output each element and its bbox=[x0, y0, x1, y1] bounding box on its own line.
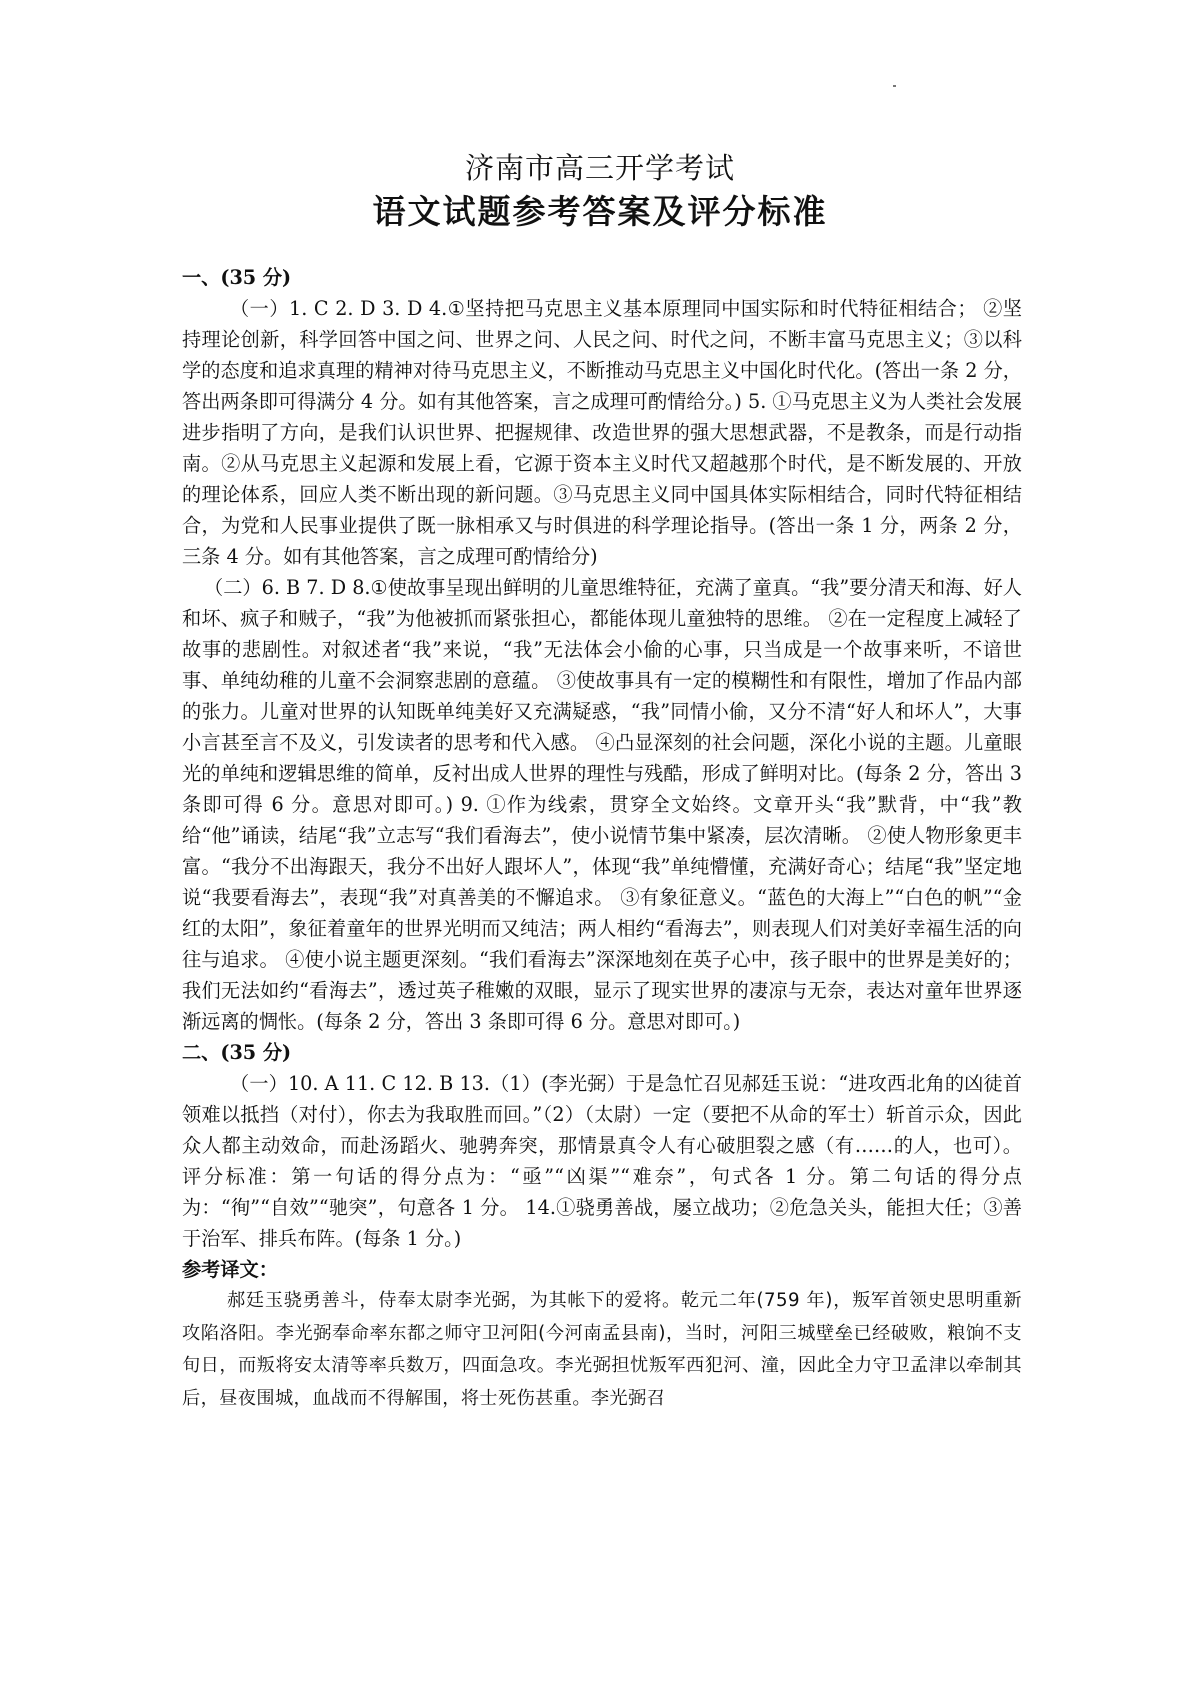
section-1-part-1-answers: （一）1. C 2. D 3. D 4.①坚持把马克思主义基本原理同中国实际和时代特征相结合； ②坚持理论创新，科学回答中国之问、世界之问、人民之问、时代之问，不断丰富马克思主义；③以科学的态度和追求真理的精神对待马克思主义，不断推动马克思主义中国化时代化。(答出一条 2 分，答出两条即可得满分 4 分。如有其他答案，言之成理可酌情给分。) 5. ①马克思主义为人类社会发展进步指明了方向，是我们认识世界、把握规律、改造世界的强大思想武器，不是教条，而是行动指南。②从马克思主义起源和发展上看，它源于资本主义时代又超越那个时代，是不断发展的、开放的理论体系，回应人类不断出现的新问题。③马克思主义同中国具体实际相结合，同时代特征相结合，为党和人民事业提供了既一脉相承又与时俱进的科学理论指导。(答出一条 1 分，两条 2 分，三条 4 分。如有其他答案，言之成理可酌情给分) bbox=[182, 297, 1022, 568]
section-2-part-1-answers: （一）10. A 11. C 12. B 13.（1）(李光弼）于是急忙召见郝廷玉说：“进攻西北角的凶徒首领难以抵挡（对付），你去为我取胜而回。”（2）（太尉）一定（要把不从命的军士）斩首示众，因此众人都主动效命，而赴汤蹈火、驰骋奔突，那情景真令人有心破胆裂之感（有……的人，也可）。 评分标准：第一句话的得分点为：“亟”“凶渠”“难奈”，句式各 1 分。第二句话的得分点为：“徇”“自效”“驰突”，句意各 1 分。 14.①骁勇善战，屡立战功；②危急关头，能担大任；③善于治军、排兵布阵。(每条 1 分。) bbox=[182, 1072, 1022, 1250]
document-title: 语文试题参考答案及评分标准 bbox=[372, 192, 828, 231]
section-2-heading: 二、(35 分) bbox=[182, 1041, 292, 1064]
exam-title: 济南市高三开学考试 bbox=[464, 151, 735, 185]
answer-content bbox=[182, 262, 1022, 1415]
section-1-heading: 一、(35 分) bbox=[182, 266, 292, 289]
scan-speck bbox=[893, 85, 896, 87]
reference-translation: 郝廷玉骁勇善斗，侍奉太尉李光弼，为其帐下的爱将。乾元二年(759 年)，叛军首领史思明重新攻陷洛阳。李光弼奉命率东都之师守卫河阳(今河南孟县南)，当时，河阳三城壁垒已经破败，粮饷不支旬日，而叛将安太清等率兵数万，四面急攻。李光弼担忧叛军西犯河、潼，因此全力守卫孟津以牵制其后，昼夜围城，血战而不得解围，将士死伤甚重。李光弼召 bbox=[182, 1290, 1022, 1409]
translation-heading: 参考译文： bbox=[182, 1258, 278, 1281]
section-1-part-2-answers: （二）6. B 7. D 8.①使故事呈现出鲜明的儿童思维特征，充满了童真。“我”要分清天和海、好人和坏、疯子和贼子，“我”为他被抓而紧张担心，都能体现儿童独特的思维。 ②在一定程度上减轻了故事的悲剧性。对叙述者“我”来说，“我”无法体会小偷的心事，只当成是一个故事来听，不谙世事、单纯幼稚的儿童不会洞察悲剧的意蕴。 ③使故事具有一定的模糊性和有限性，增加了作品内部的张力。儿童对世界的认知既单纯美好又充满疑惑，“我”同情小偷，又分不清“好人和坏人”，大事小言甚至言不及义，引发读者的思考和代入感。 ④凸显深刻的社会问题，深化小说的主题。儿童眼光的单纯和逻辑思维的简单，反衬出成人世界的理性与残酷，形成了鲜明对比。(每条 2 分，答出 3 条即可得 6 分。意思对即可。) 9. ①作为线索，贯穿全文始终。文章开头“我”默背，中“我”教给“他”诵读，结尾“我”立志写“我们看海去”，使小说情节集中紧凑，层次清晰。 ②使人物形象更丰富。“我分不出海跟天，我分不出好人跟坏人”，体现“我”单纯懵懂，充满好奇心；结尾“我”坚定地说“我要看海去”，表现“我”对真善美的不懈追求。 ③有象征意义。“蓝色的大海上”“白色的帆”“金红的太阳”，象征着童年的世界光明而又纯洁；两人相约“看海去”，则表现人们对美好幸福生活的向往与追求。 ④使小说主题更深刻。“我们看海去”深深地刻在英子心中，孩子眼中的世界是美好的；我们无法如约“看海去”，透过英子稚嫩的双眼，显示了现实世界的凄凉与无奈，表达对童年世界逐渐远离的惆怅。(每条 2 分，答出 3 条即可得 6 分。意思对即可。) bbox=[182, 576, 1022, 1033]
